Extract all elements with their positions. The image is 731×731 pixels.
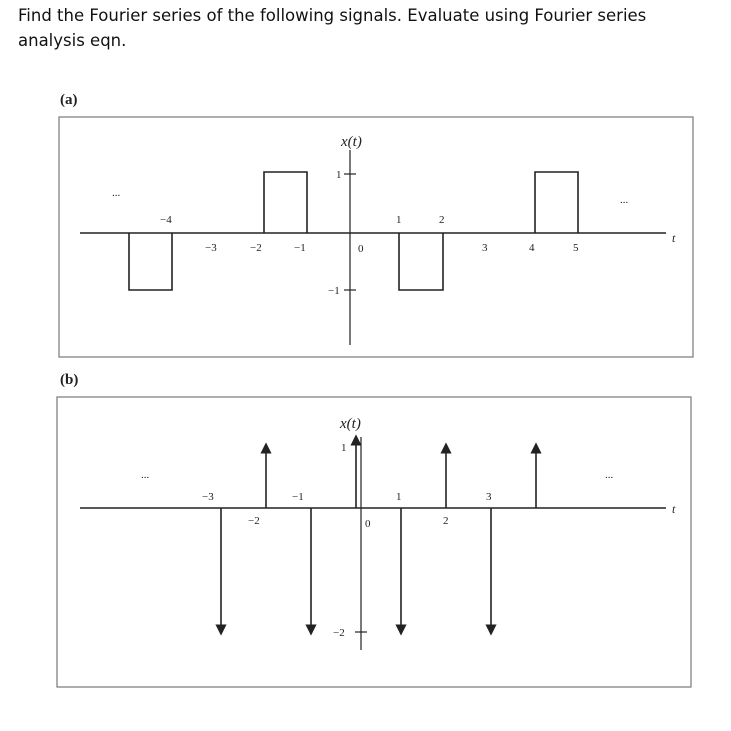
panel-a-ylabel: x(t)	[341, 134, 362, 150]
x-tick-label: −4	[160, 214, 172, 226]
panel-a-xlabel: t	[672, 231, 676, 245]
ellipsis-left: ...	[112, 187, 121, 199]
panel-a-y-tick-label: 1	[336, 169, 342, 181]
ellipsis-right: ...	[605, 469, 614, 481]
ellipsis-right: ...	[620, 194, 629, 206]
panel-b-frame	[57, 397, 691, 687]
pulse-positive	[535, 172, 578, 233]
panel-a-label: (a)	[60, 92, 78, 108]
x-tick-label: 2	[439, 214, 445, 226]
panel-b-label: (b)	[60, 372, 79, 388]
x-tick-label: −1	[292, 491, 304, 503]
ellipsis-left: ...	[141, 469, 150, 481]
panel-a-origin-label: 0	[358, 243, 364, 255]
question-line-2: analysis eqn.	[18, 31, 127, 50]
x-tick-label: −3	[202, 491, 214, 503]
x-tick-label: 1	[396, 491, 402, 503]
x-tick-label: −1	[294, 242, 306, 254]
panel-b-xlabel: t	[672, 502, 676, 516]
pulse-negative	[399, 233, 443, 290]
x-tick-label: 1	[396, 214, 402, 226]
panel-a-y-tick-label: −1	[328, 285, 340, 297]
panel-a-frame	[59, 117, 693, 357]
panel-b-origin-label: 0	[365, 518, 371, 530]
pulse-positive	[264, 172, 307, 233]
x-tick-label: −3	[205, 242, 217, 254]
x-tick-label: 3	[482, 242, 488, 254]
x-tick-label: −2	[248, 515, 260, 527]
x-tick-label: 2	[443, 515, 449, 527]
panel-b-ylabel: x(t)	[340, 416, 361, 432]
x-tick-label: 4	[529, 242, 535, 254]
pulse-negative	[129, 233, 172, 290]
panel-b-y-tick-label: 1	[341, 442, 347, 454]
panel-b-y-tick-label: −2	[333, 627, 345, 639]
x-tick-label: 5	[573, 242, 579, 254]
x-tick-label: −2	[250, 242, 262, 254]
x-tick-label: 3	[486, 491, 492, 503]
question-line-1: Find the Fourier series of the following signals. Evaluate using Fourier series	[18, 6, 647, 25]
